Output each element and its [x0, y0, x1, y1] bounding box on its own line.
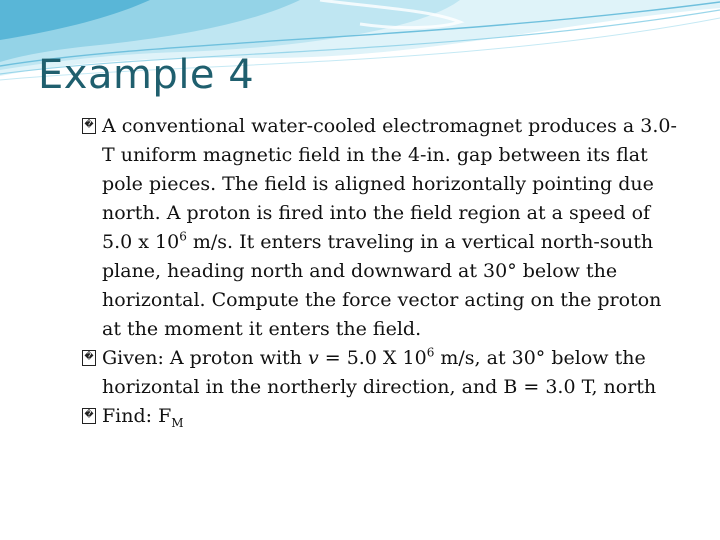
problem-text-tail: m/s. It enters traveling in a vertical north-south plane, heading north and downward at 30° below the horizontal. Compute the force vector acting on the proton at the moment it enters the field. — [102, 231, 662, 340]
bullet-given — [82, 344, 682, 402]
bullet-marker-icon: � — [82, 408, 96, 424]
given-tail: m/s, at 30° below the horizontal in the northerly direction, and B = 3.0 T, north — [102, 347, 657, 398]
bullet-find — [82, 402, 682, 431]
velocity-variable: v — [307, 347, 319, 369]
given-lead: Given: A proton with — [102, 347, 308, 369]
slide-body — [82, 112, 682, 431]
subscript: M — [171, 415, 184, 430]
bullet-marker-icon: � — [82, 118, 96, 134]
exponent: 6 — [426, 345, 435, 360]
bullet-marker-icon: � — [82, 350, 96, 366]
bullet-problem-statement — [82, 112, 682, 344]
exponent: 6 — [179, 229, 187, 244]
given-mid: = 5.0 X 10 — [318, 347, 427, 369]
slide-title: Example 4 — [38, 52, 255, 98]
problem-text: A conventional water-cooled electromagnet produces a 3.0-T uniform magnetic field in the 4-in. gap between its flat pole pieces. The field is aligned horizontally pointing due north. A proton is fired into the field region at a speed of 5.0 x 10 — [102, 115, 677, 253]
find-lead: Find: F — [102, 405, 172, 427]
